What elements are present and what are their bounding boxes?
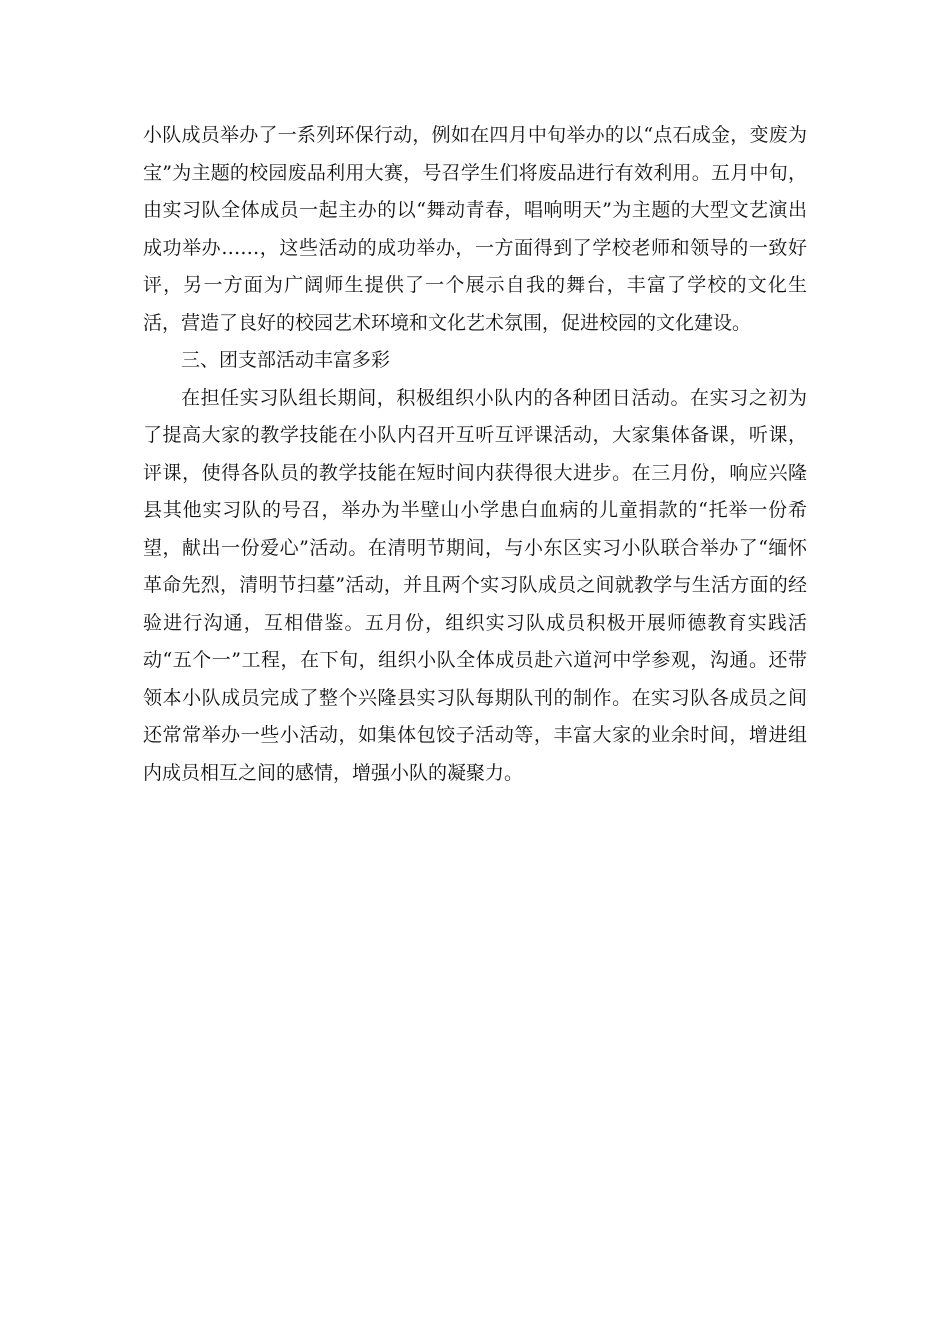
document-body <box>143 117 807 792</box>
paragraph-activities: 在担任实习队组长期间，积极组织小队内的各种团日活动。在实习之初为了提高大家的教学技能在小队内召开互听互评课活动，大家集体备课，听课，评课，使得各队员的教学技能在短时间内获得很大进步。在三月份，响应兴隆县其他实习队的号召，举办为半壁山小学患白血病的儿童捐款的“托举一份希望，献出一份爱心”活动。在清明节期间，与小东区实习小队联合举办了“缅怀革命先烈，清明节扫墓”活动，并且两个实习队成员之间就教学与生活方面的经验进行沟通，互相借鉴。五月份，组织实习队成员积极开展师德教育实践活动“五个一”工程，在下旬，组织小队全体成员赴六道河中学参观，沟通。还带领本小队成员完成了整个兴隆县实习队每期队刊的制作。在实习队各成员之间还常常举办一些小活动，如集体包饺子活动等，丰富大家的业余时间，增进组内成员相互之间的感情，增强小队的凝聚力。 <box>143 386 807 784</box>
section-heading: 三、团支部活动丰富多彩 <box>181 349 391 371</box>
paragraph-continuation: 小队成员举办了一系列环保行动，例如在四月中旬举办的以“点石成金，变废为宝”为主题的校园废品利用大赛，号召学生们将废品进行有效利用。五月中旬，由实习队全体成员一起主办的以“舞动青春，唱响明天”为主题的大型文艺演出成功举办……，这些活动的成功举办，一方面得到了学校老师和领导的一致好评，另一方面为广阔师生提供了一个展示自我的舞台，丰富了学校的文化生活，营造了良好的校园艺术环境和文化艺术氛围，促进校园的文化建设。 <box>143 124 807 334</box>
